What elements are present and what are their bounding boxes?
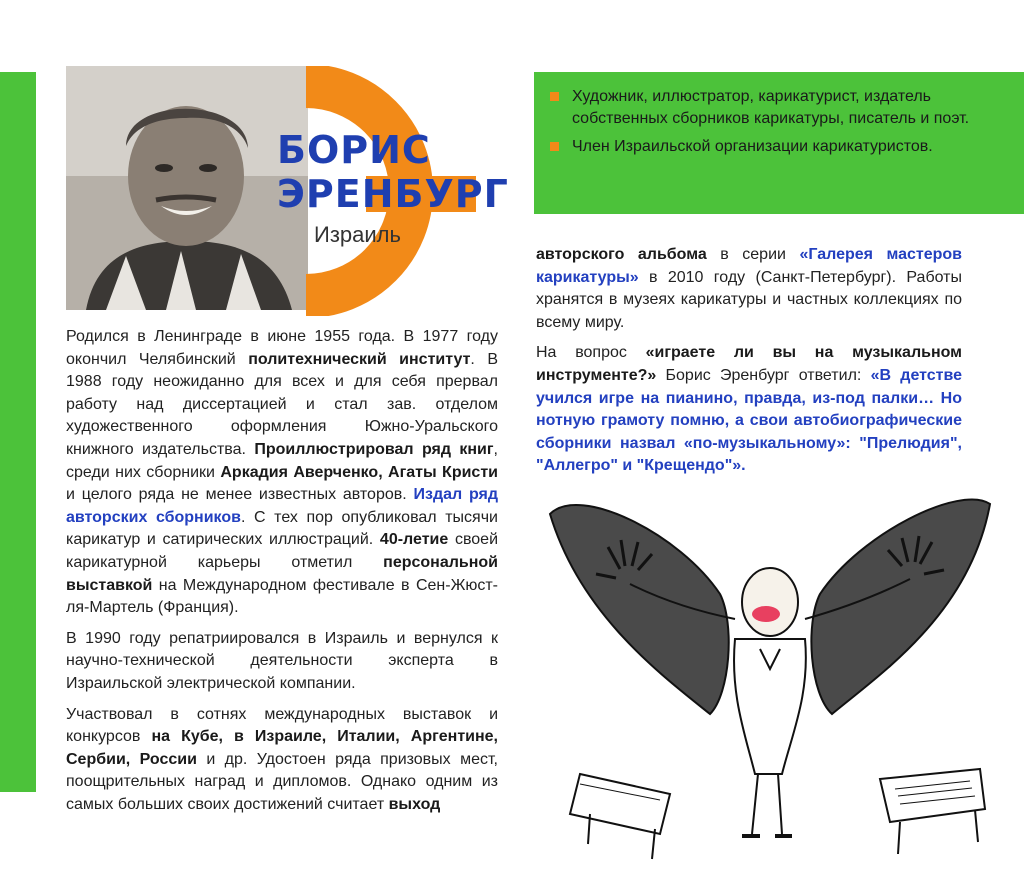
- country-label: Израиль: [314, 222, 401, 247]
- text-run: и др. Удостоен ряда призовых мест, поощрительных наград и дипломов. Однако одним из самых больших своих достижений считает: [66, 750, 498, 813]
- last-name: ЭРЕНБУРГ: [277, 172, 509, 216]
- text-run: Борис Эренбург ответил:: [656, 366, 871, 384]
- cartoon-pianist-illustration: [520, 474, 1024, 878]
- bio-paragraph: [66, 704, 498, 817]
- text-run: и целого ряда не менее известных авторов.: [66, 486, 414, 504]
- bold-run: на Кубе, в Израиле, Италии, Аргентине, Сербии, России: [66, 728, 498, 768]
- bio-paragraph: [536, 342, 962, 478]
- text-run: в серии: [706, 246, 800, 263]
- bullet-item: [550, 86, 1010, 130]
- bullet-square-icon: [550, 92, 559, 101]
- text-run: . В 1988 году неожиданно для всех и для себя прервал работу над диссертацией и стал зав. отделом художественного оформления Южно-Уральского книжного издательства.: [66, 350, 499, 458]
- bullet-square-icon: [550, 142, 559, 151]
- bold-run: авторского альбома: [536, 246, 707, 263]
- text-run: на Международном фестивале в Сен-Жюст-ля-Мартель (Франция).: [66, 576, 498, 617]
- bold-run: Аркадия Аверченко, Агаты Кристи: [220, 463, 498, 481]
- bullet-text: Член Израильской организации карикатуристов.: [572, 138, 933, 155]
- bullet-list: [550, 86, 1010, 164]
- text-run: Родился в Ленинграде в июне 1955 года. В 1977 году окончил Челябинский: [66, 328, 498, 368]
- text-run: , среди них сборники: [66, 440, 498, 481]
- text-run: своей карикатурной карьеры отметил: [66, 531, 499, 571]
- bio-right-column: [536, 244, 962, 486]
- left-accent-bar: [0, 72, 36, 792]
- text-run: Участвовал в сотнях международных выставок и конкурсов: [66, 705, 498, 746]
- name-block: [277, 128, 509, 216]
- highlight-run: Издал ряд авторских сборников: [66, 486, 498, 526]
- bullet-text: Художник, иллюстратор, карикатурист, издатель собственных сборников карикатуры, писатель и поэт.: [572, 88, 970, 127]
- bio-paragraph: [66, 326, 498, 620]
- bio-paragraph: [536, 244, 962, 334]
- text-run: в 2010 году (Санкт-Петербург). Работы хранятся в музеях карикатуры и частных коллекциях по всему миру.: [536, 268, 962, 331]
- highlight-run: «В детстве учился игре на пианино, правда, из-под палки… Но нотную грамоту помню, а свои автобиографические сборники назвал «по-музыкальному»: "Прелюдия", "Аллегро" и "Крещендо"».: [536, 366, 963, 475]
- bio-left-column: [66, 326, 498, 824]
- bold-run: Проиллюстрировал ряд книг: [254, 440, 494, 458]
- bold-run: «играете ли вы на музыкальном инструменте?»: [536, 344, 962, 384]
- bio-paragraph: В 1990 году репатриировался в Израиль и вернулся к научно-технической деятельности эксперта в Израильской электрической компании.: [66, 629, 498, 692]
- bold-run: политехнический институт: [248, 350, 471, 368]
- bold-run: выход: [388, 795, 441, 813]
- bullet-item: [550, 136, 1010, 158]
- bold-run: персональной выставкой: [66, 553, 498, 594]
- bold-run: 40-летие: [379, 531, 449, 549]
- highlight-run: «Галерея мастеров карикатуры»: [536, 246, 963, 286]
- text-run: . С тех пор опубликовал тысячи карикатур и сатирических иллюстраций.: [66, 508, 498, 549]
- text-run: На вопрос: [536, 344, 646, 362]
- first-name: БОРИС: [277, 128, 431, 172]
